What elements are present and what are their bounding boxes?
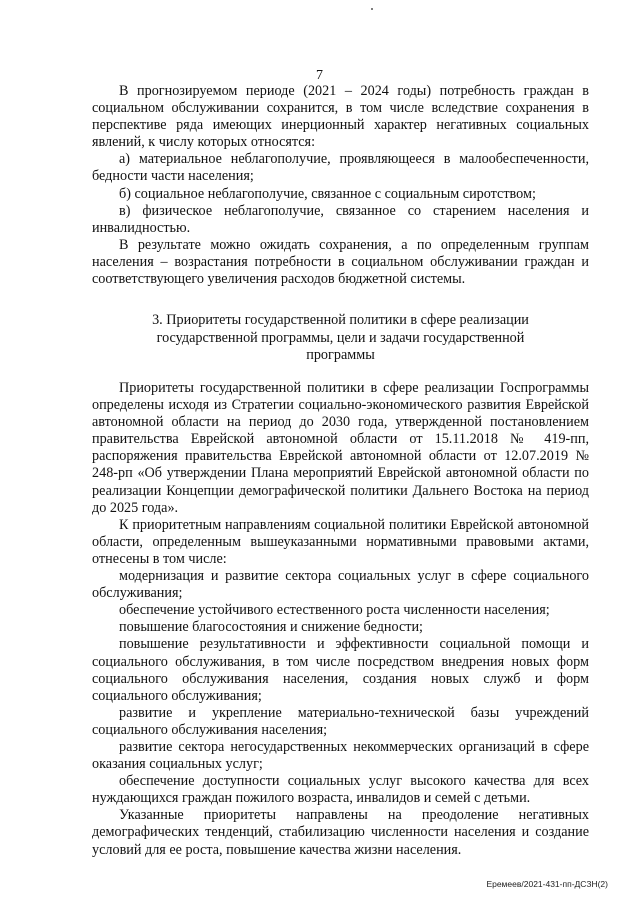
paragraph-conclusion: Указанные приоритеты направлены на преодоление негативных демографических тенденций, стабилизацию численности населения и создание условий для ее роста, повышение качества жизни населения. <box>92 807 589 858</box>
paragraph-priorities: Приоритеты государственной политики в сфере реализации Госпрограммы определены исходя из Стратегии социально-экономического развития Еврейской автономной области на период до 2030 года, утвержденной постановлением правительства Еврейской автономной области от 15.11.2018 № 419-пп, распоряжения правительства Еврейской автономной области от 12.07.2019 № 248-рп «Об утверждении Плана мероприятий Еврейской автономной области по реализации Концепции демографической политики Дальнего Востока на период до 2025 года». <box>92 380 589 516</box>
list-item-b: б) социальное неблагополучие, связанное с социальным сиротством; <box>119 185 536 202</box>
paragraph-result: В результате можно ожидать сохранения, а по определенным группам населения – возрастания потребности в социальном обслуживании граждан и соответствующего увеличения расходов бюджетной системы. <box>92 236 589 288</box>
list-item-accessibility: обеспечение доступности социальных услуг высокого качества для всех нуждающихся граждан пожилого возраста, инвалидов и семей с детьми. <box>92 773 589 807</box>
section-intro-text <box>92 83 589 288</box>
paragraph-forecast: В прогнозируемом периоде (2021 – 2024 годы) потребность граждан в социальном обслуживании сохранится, в том числе вследствие сохранения в перспективе ряда имеющих инерционный характер негативных социальных явлений, к числу которых относятся: <box>92 83 589 151</box>
paragraph-directions: К приоритетным направлениям социальной политики Еврейской автономной области, определенным вышеуказанными нормативными правовыми актами, отнесены в том числе: <box>92 516 589 567</box>
list-item-a: а) материальное неблагополучие, проявляющееся в малообеспеченности, бедности части населения; <box>92 151 589 185</box>
heading-line-3: программы <box>306 347 375 364</box>
page-number: 7 <box>316 68 323 83</box>
scan-speck <box>371 8 373 10</box>
document-code: Еремеев/2021-431-пп-ДСЗН(2) <box>486 879 608 889</box>
list-item-effectiveness: повышение результативности и эффективности социальной помощи и социального обслуживания, в том числе посредством внедрения новых форм социального обслуживания населения, создания новых служб и форм социального обслуживания; <box>92 636 589 704</box>
list-item-c: в) физическое неблагополучие, связанное со старением населения и инвалидностью. <box>92 202 589 236</box>
list-item-material-base: развитие и укрепление материально-технической базы учреждений социального обслуживания населения; <box>92 704 589 738</box>
list-item-population-growth: обеспечение устойчивого естественного роста численности населения; <box>119 602 550 619</box>
heading-line-1: 3. Приоритеты государственной политики в сфере реализации <box>152 312 529 328</box>
section-priorities-text <box>92 380 589 859</box>
section-heading <box>92 312 589 365</box>
list-item-welfare: повышение благосостояния и снижение бедности; <box>119 619 423 636</box>
list-item-modernization: модернизация и развитие сектора социальных услуг в сфере социального обслуживания; <box>92 568 589 602</box>
list-item-nonprofit-sector: развитие сектора негосударственных некоммерческих организаций в сфере оказания социальных услуг; <box>92 738 589 773</box>
heading-line-2: государственной программы, цели и задачи государственной <box>156 329 525 346</box>
